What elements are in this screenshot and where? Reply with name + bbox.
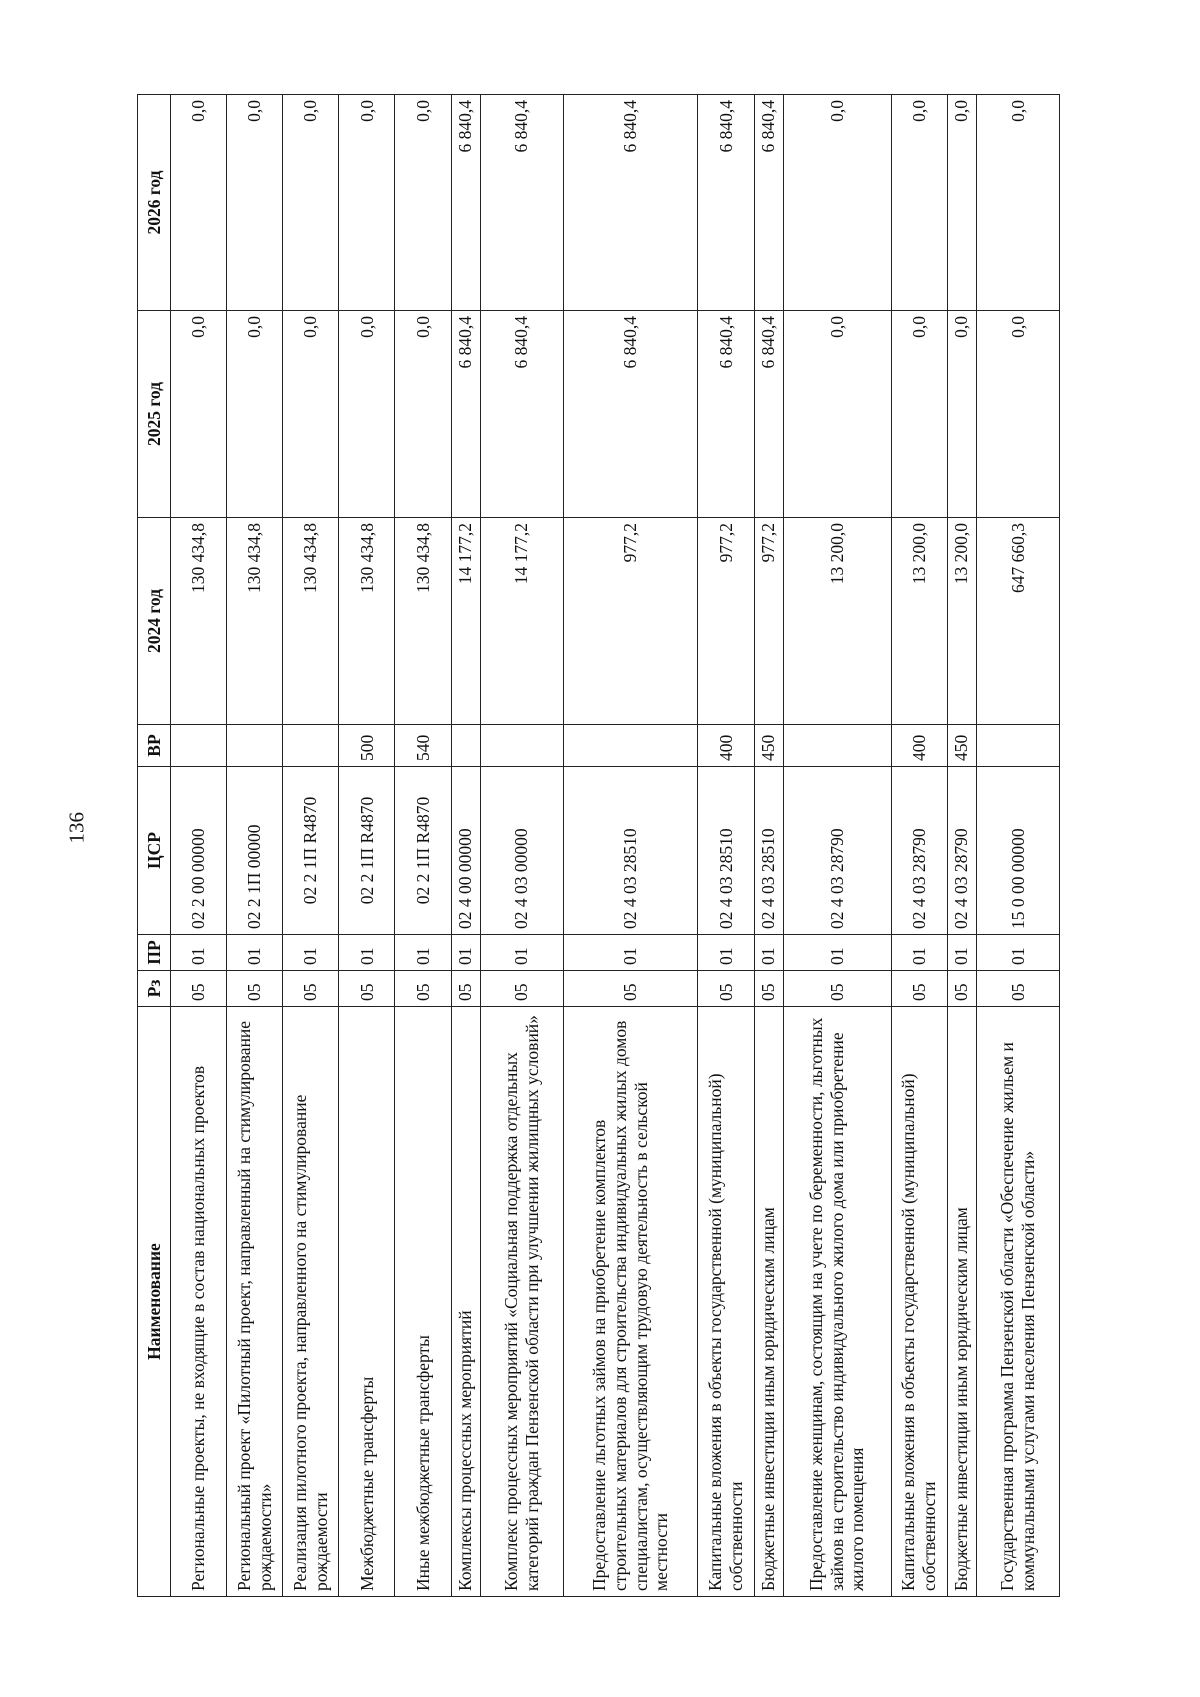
cell-2026: 6 840,4 <box>754 95 783 311</box>
cell-2026: 6 840,4 <box>563 95 698 311</box>
cell-vr: 500 <box>339 725 395 767</box>
cell-vr <box>451 725 480 767</box>
cell-2024: 130 434,8 <box>227 518 283 725</box>
cell-rz: 05 <box>451 971 480 1007</box>
cell-2024: 977,2 <box>698 518 754 725</box>
cell-2024: 14 177,2 <box>451 518 480 725</box>
cell-name: Капитальные вложения в объекты государственной (муниципальной) собственности <box>698 1007 754 1597</box>
cell-csr: 02 4 00 00000 <box>451 767 480 935</box>
cell-2025: 0,0 <box>947 311 976 518</box>
cell-2026: 6 840,4 <box>480 95 563 311</box>
cell-vr: 450 <box>754 725 783 767</box>
cell-csr: 02 2 1П R4870 <box>339 767 395 935</box>
cell-csr: 15 0 00 00000 <box>976 767 1059 935</box>
cell-rz: 05 <box>754 971 783 1007</box>
cell-name: Иные межбюджетные трансферты <box>395 1007 451 1597</box>
cell-vr <box>563 725 698 767</box>
cell-2026: 0,0 <box>783 95 891 311</box>
cell-2025: 0,0 <box>283 311 339 518</box>
cell-2025: 0,0 <box>976 311 1059 518</box>
cell-pr: 01 <box>339 935 395 971</box>
cell-name: Комплексы процессных мероприятий <box>451 1007 480 1597</box>
cell-name: Региональный проект «Пилотный проект, направленный на стимулирование рождаемости» <box>227 1007 283 1597</box>
cell-2025: 6 840,4 <box>563 311 698 518</box>
cell-name: Региональные проекты, не входящие в состав национальных проектов <box>171 1007 227 1597</box>
table-row <box>395 95 451 1597</box>
table-row <box>783 95 891 1597</box>
cell-2024: 130 434,8 <box>339 518 395 725</box>
cell-vr: 450 <box>947 725 976 767</box>
cell-pr: 01 <box>171 935 227 971</box>
header-2025: 2025 год <box>138 311 171 518</box>
cell-rz: 05 <box>563 971 698 1007</box>
cell-2024: 977,2 <box>754 518 783 725</box>
budget-table <box>137 94 1060 1597</box>
cell-vr: 400 <box>698 725 754 767</box>
cell-2024: 13 200,0 <box>947 518 976 725</box>
cell-2025: 0,0 <box>891 311 947 518</box>
cell-pr: 01 <box>783 935 891 971</box>
table-row <box>754 95 783 1597</box>
header-pr: ПР <box>138 935 171 971</box>
cell-pr: 01 <box>227 935 283 971</box>
cell-name: Бюджетные инвестиции иным юридическим лицам <box>754 1007 783 1597</box>
cell-rz: 05 <box>976 971 1059 1007</box>
cell-name: Предоставление льготных займов на приобретение комплектов строительных материалов для строительства индивидуальных жилых домов специалистам, осуществляющим трудовую деятельность в сельской местности <box>563 1007 698 1597</box>
cell-csr: 02 4 03 28790 <box>891 767 947 935</box>
cell-pr: 01 <box>395 935 451 971</box>
cell-2026: 0,0 <box>227 95 283 311</box>
cell-vr <box>783 725 891 767</box>
cell-csr: 02 4 03 28510 <box>754 767 783 935</box>
cell-2025: 6 840,4 <box>698 311 754 518</box>
cell-2024: 130 434,8 <box>171 518 227 725</box>
cell-rz: 05 <box>395 971 451 1007</box>
header-2026: 2026 год <box>138 95 171 311</box>
cell-2024: 130 434,8 <box>395 518 451 725</box>
cell-name: Предоставление женщинам, состоящим на учете по беременности, льготных займов на строительство индивидуального жилого дома или приобретение жилого помещения <box>783 1007 891 1597</box>
cell-name: Межбюджетные трансферты <box>339 1007 395 1597</box>
cell-name: Реализация пилотного проекта, направленного на стимулирование рождаемости <box>283 1007 339 1597</box>
cell-vr: 400 <box>891 725 947 767</box>
cell-rz: 05 <box>783 971 891 1007</box>
cell-rz: 05 <box>227 971 283 1007</box>
cell-pr: 01 <box>563 935 698 971</box>
cell-2025: 6 840,4 <box>754 311 783 518</box>
cell-2025: 0,0 <box>227 311 283 518</box>
cell-pr: 01 <box>947 935 976 971</box>
cell-2025: 0,0 <box>783 311 891 518</box>
table-row <box>339 95 395 1597</box>
cell-2024: 13 200,0 <box>891 518 947 725</box>
cell-2026: 0,0 <box>891 95 947 311</box>
cell-2026: 6 840,4 <box>451 95 480 311</box>
cell-csr: 02 2 00 00000 <box>171 767 227 935</box>
table-row <box>563 95 698 1597</box>
cell-csr: 02 2 1П R4870 <box>283 767 339 935</box>
cell-rz: 05 <box>171 971 227 1007</box>
cell-pr: 01 <box>480 935 563 971</box>
table-row <box>480 95 563 1597</box>
cell-rz: 05 <box>891 971 947 1007</box>
header-vr: ВР <box>138 725 171 767</box>
table-row <box>283 95 339 1597</box>
cell-pr: 01 <box>283 935 339 971</box>
cell-2026: 6 840,4 <box>698 95 754 311</box>
cell-vr <box>171 725 227 767</box>
cell-pr: 01 <box>976 935 1059 971</box>
table-row <box>698 95 754 1597</box>
cell-name: Бюджетные инвестиции иным юридическим лицам <box>947 1007 976 1597</box>
header-name: Наименование <box>138 1007 171 1597</box>
cell-2025: 0,0 <box>339 311 395 518</box>
cell-2026: 0,0 <box>976 95 1059 311</box>
table-row <box>171 95 227 1597</box>
budget-table-container <box>137 95 1060 1597</box>
cell-2024: 977,2 <box>563 518 698 725</box>
cell-name: Государственная программа Пензенской области «Обеспечение жильем и коммунальными услугами населения Пензенской области» <box>976 1007 1059 1597</box>
header-2024: 2024 год <box>138 518 171 725</box>
cell-2026: 0,0 <box>339 95 395 311</box>
cell-2026: 0,0 <box>171 95 227 311</box>
cell-csr: 02 4 03 28510 <box>698 767 754 935</box>
cell-csr: 02 4 03 28510 <box>563 767 698 935</box>
cell-rz: 05 <box>947 971 976 1007</box>
cell-2026: 0,0 <box>395 95 451 311</box>
header-rz: Рз <box>138 971 171 1007</box>
cell-vr <box>227 725 283 767</box>
cell-vr <box>283 725 339 767</box>
cell-2025: 0,0 <box>395 311 451 518</box>
cell-csr: 02 2 1П 00000 <box>227 767 283 935</box>
cell-2024: 130 434,8 <box>283 518 339 725</box>
cell-2025: 0,0 <box>171 311 227 518</box>
cell-2026: 0,0 <box>947 95 976 311</box>
cell-2025: 6 840,4 <box>451 311 480 518</box>
table-row <box>947 95 976 1597</box>
cell-csr: 02 4 03 28790 <box>947 767 976 935</box>
cell-rz: 05 <box>283 971 339 1007</box>
table-row <box>891 95 947 1597</box>
cell-name: Комплекс процессных мероприятий «Социальная поддержка отдельных категорий граждан Пензенской области при улучшении жилищных условий» <box>480 1007 563 1597</box>
cell-pr: 01 <box>754 935 783 971</box>
cell-csr: 02 4 03 28790 <box>783 767 891 935</box>
cell-vr: 540 <box>395 725 451 767</box>
cell-pr: 01 <box>451 935 480 971</box>
cell-2024: 647 660,3 <box>976 518 1059 725</box>
cell-vr <box>480 725 563 767</box>
cell-2024: 13 200,0 <box>783 518 891 725</box>
cell-pr: 01 <box>891 935 947 971</box>
cell-csr: 02 4 03 00000 <box>480 767 563 935</box>
table-row <box>227 95 283 1597</box>
cell-pr: 01 <box>698 935 754 971</box>
cell-csr: 02 2 1П R4870 <box>395 767 451 935</box>
table-header-row <box>138 95 171 1597</box>
cell-rz: 05 <box>698 971 754 1007</box>
cell-vr <box>976 725 1059 767</box>
table-row <box>976 95 1059 1597</box>
table-row <box>451 95 480 1597</box>
cell-2025: 6 840,4 <box>480 311 563 518</box>
page-number: 136 <box>64 812 89 844</box>
cell-rz: 05 <box>339 971 395 1007</box>
header-csr: ЦСР <box>138 767 171 935</box>
cell-rz: 05 <box>480 971 563 1007</box>
cell-2024: 14 177,2 <box>480 518 563 725</box>
cell-2026: 0,0 <box>283 95 339 311</box>
cell-name: Капитальные вложения в объекты государственной (муниципальной) собственности <box>891 1007 947 1597</box>
